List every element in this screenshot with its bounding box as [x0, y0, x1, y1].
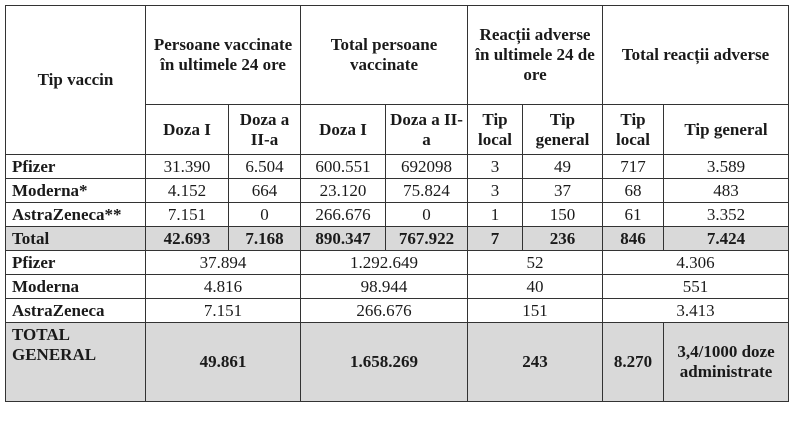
summary-row: [6, 275, 789, 299]
table-row: [6, 155, 789, 179]
row-name: AstraZeneca**: [6, 203, 146, 227]
cell: 7.168: [229, 227, 301, 251]
cell: 42.693: [146, 227, 229, 251]
total-row: [6, 227, 789, 251]
cell: 3.413: [603, 299, 789, 323]
cell: 4.152: [146, 179, 229, 203]
cell: 98.944: [301, 275, 468, 299]
cell: 1.658.269: [301, 323, 468, 402]
cell: 49.861: [146, 323, 301, 402]
row-name: Moderna: [6, 275, 146, 299]
vaccination-table: [5, 5, 789, 402]
cell: 600.551: [301, 155, 386, 179]
cell: 151: [468, 299, 603, 323]
cell: 3: [468, 155, 523, 179]
cell: 68: [603, 179, 664, 203]
cell: 37: [523, 179, 603, 203]
cell: 1: [468, 203, 523, 227]
header-total-reactions: Total reacții adverse: [603, 6, 789, 105]
cell: 4.816: [146, 275, 301, 299]
cell: 7.424: [664, 227, 789, 251]
header-total-vaccinated: Total persoane vaccinate: [301, 6, 468, 105]
cell: 23.120: [301, 179, 386, 203]
cell: 890.347: [301, 227, 386, 251]
row-name: Total: [6, 227, 146, 251]
cell: 266.676: [301, 299, 468, 323]
header-tip-general: Tip general: [523, 105, 603, 155]
cell: 0: [229, 203, 301, 227]
row-name: Moderna*: [6, 179, 146, 203]
cell: 40: [468, 275, 603, 299]
header-doza1: Doza I: [301, 105, 386, 155]
cell: 6.504: [229, 155, 301, 179]
cell: 7: [468, 227, 523, 251]
row-name: TOTAL GENERAL: [6, 323, 146, 402]
cell: 846: [603, 227, 664, 251]
header-doza2: Doza a II-a: [229, 105, 301, 155]
header-reactions-24h: Reacții adverse în ultimele 24 de ore: [468, 6, 603, 105]
header-vaccinated-24h: Persoane vaccinate în ultimele 24 ore: [146, 6, 301, 105]
cell: 31.390: [146, 155, 229, 179]
cell: 236: [523, 227, 603, 251]
cell: 8.270: [603, 323, 664, 402]
cell: 75.824: [386, 179, 468, 203]
cell: 266.676: [301, 203, 386, 227]
cell: 551: [603, 275, 789, 299]
total-general-row: [6, 323, 789, 402]
cell: 0: [386, 203, 468, 227]
header-tip-local: Tip local: [468, 105, 523, 155]
header-tip-vaccin: Tip vaccin: [6, 6, 146, 155]
row-name: AstraZeneca: [6, 299, 146, 323]
cell: 483: [664, 179, 789, 203]
cell: 664: [229, 179, 301, 203]
table-row: [6, 203, 789, 227]
summary-row: [6, 251, 789, 275]
cell: 1.292.649: [301, 251, 468, 275]
cell: 4.306: [603, 251, 789, 275]
cell: 717: [603, 155, 664, 179]
cell: 150: [523, 203, 603, 227]
summary-row: [6, 299, 789, 323]
header-tip-general: Tip general: [664, 105, 789, 155]
cell: 7.151: [146, 299, 301, 323]
cell: 7.151: [146, 203, 229, 227]
header-doza2: Doza a II-a: [386, 105, 468, 155]
cell: 52: [468, 251, 603, 275]
row-name: Pfizer: [6, 251, 146, 275]
cell: 3,4/1000 doze administrate: [664, 323, 789, 402]
cell: 3: [468, 179, 523, 203]
cell: 243: [468, 323, 603, 402]
cell: 37.894: [146, 251, 301, 275]
header-tip-local: Tip local: [603, 105, 664, 155]
cell: 692098: [386, 155, 468, 179]
cell: 3.352: [664, 203, 789, 227]
header-row-1: [6, 6, 789, 105]
cell: 767.922: [386, 227, 468, 251]
cell: 3.589: [664, 155, 789, 179]
row-name: Pfizer: [6, 155, 146, 179]
cell: 49: [523, 155, 603, 179]
header-doza1: Doza I: [146, 105, 229, 155]
cell: 61: [603, 203, 664, 227]
table-row: [6, 179, 789, 203]
